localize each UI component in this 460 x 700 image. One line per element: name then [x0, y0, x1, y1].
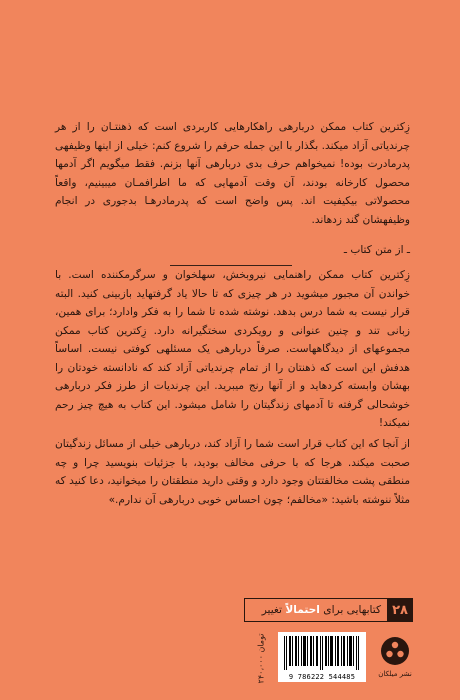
intro-paragraph: زِکترین کتاب ممکن دربارهی راهکارهایی کاربردی است که ذهنتـان را از هر چرندیاتی آزاد میکند. بگذار با این جمله حرفم را شروع کنم: خیلی از اینها وظیفهی پدرمادرت بوده! نمیخواهم حرف بدی دربارهی آنها بزنم. فقط میگویم اگر آدمها محصول کارخانه بودند، آن وقت آدمهایی که ما اطرافمـان میبینیم، واقعاً محصولاتی بیکیفیت اند. پس واضح است که پدرمادرهـا بدجوری در انجام وظیفهشان گند زدهاند. [55, 121, 410, 226]
closing-paragraph: از آنجا که این کتاب قرار است شما را آزاد کند، دربارهی خیلی از مسائل زندگیتان صحبت میکند. هرجا که با حرفی مخالف بودید، با جزئیات بنویسید چرا و چه منطقی پشت مخالفتتان وجود دارد و وقتی دارید منطقتان را میخوانید، دعا کنید که مثلاً ننوشته باشید: «مخالفم؛ چون احساس خوبی دربارهی آن ندارم.» [55, 438, 410, 506]
series-highlight: احتمالاً [285, 604, 320, 616]
barcode-icon [278, 632, 366, 672]
price-text: ۲۴۰،۰۰۰ تومان [256, 633, 266, 683]
publisher-name: نشر میلکان [378, 670, 412, 678]
isbn-barcode [278, 632, 366, 682]
series-number: ۲۸ [387, 599, 413, 621]
publisher-logo [377, 634, 413, 682]
isbn-digits: 9 786222 544485 [288, 673, 356, 681]
source-note: ـ از متن کتاب ـ [343, 244, 410, 256]
series-title [262, 604, 387, 616]
publisher-logo-icon [377, 634, 413, 668]
series-banner [244, 598, 413, 622]
price-label [248, 632, 274, 684]
description-paragraph: زِکترین کتاب ممکن راهنمایی نیروبخش، سهلخوان و سرگرمکننده است. با خواندن آن مجبور میشوید در هر چیزی که تا حالا یاد گرفتهاید بازبینی کنید. البته قرار نیست به شما درس بدهد. نوشته شده تا شما را به فکر وادارد؛ برای همین، زبانی تند و چنین عنوانی و رویکردی سختگیرانه دارد. زِکترین کتاب ممکن مجموعهای از دیدگاههاست. صرفاً دربارهی یک مسئلهی کوفتی نیست. اساساً هدفش این است که ذهنتان را از تمام چرندیاتی آزاد کند که نادانسته خودتان را بهشان وابسته کردهاید و از آنها رنج میبرید. این چرندیات از طرز فکر دربارهی خوشحالی گرفته تا آدمهای زندگیتان را شامل میشود. این کتاب به هیچ چیز رحم نمیکند! [55, 269, 410, 429]
series-suffix: تغییر [261, 604, 286, 616]
series-prefix: کتابهایی برای [319, 604, 381, 616]
